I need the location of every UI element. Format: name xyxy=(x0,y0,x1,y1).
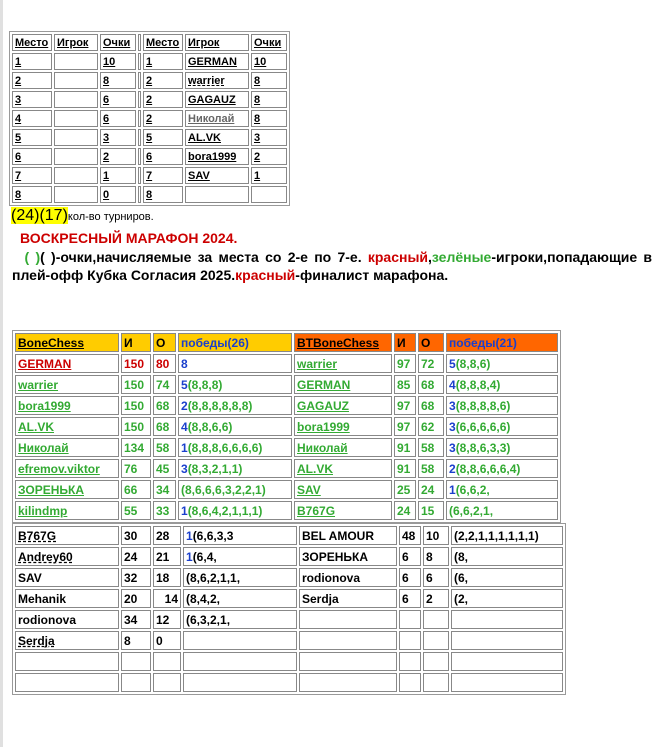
wins-detail: (8,8,6) xyxy=(455,356,491,371)
column-separator xyxy=(138,34,141,51)
games-cell xyxy=(121,652,151,671)
place-cell: 2 xyxy=(143,91,183,108)
header-wins: победы(26) xyxy=(178,333,292,352)
table-row xyxy=(12,110,287,127)
table-row xyxy=(12,53,287,70)
games-cell: 97 xyxy=(394,396,416,415)
table-header-row xyxy=(12,34,287,51)
player-name: warrier xyxy=(294,354,392,373)
wins-cell xyxy=(446,396,558,415)
points-cell: 15 xyxy=(418,501,444,520)
place-cell: 6 xyxy=(143,148,183,165)
wins-cell xyxy=(446,480,558,499)
games-cell xyxy=(399,631,421,650)
points-cell: 1 xyxy=(100,167,136,184)
place-cell: 7 xyxy=(143,167,183,184)
points-cell: 6 xyxy=(423,568,449,587)
wins-count: 5 xyxy=(181,377,188,392)
legend-text: кол-во турниров. xyxy=(67,211,154,223)
player-name xyxy=(299,652,397,671)
player-name: kilindmp xyxy=(15,501,119,520)
wins-count: 2 xyxy=(449,461,456,476)
player-cell: bora1999 xyxy=(185,148,249,165)
table-row xyxy=(15,417,558,436)
place-cell: 1 xyxy=(12,53,52,70)
points-cell: 34 xyxy=(153,480,176,499)
table-row xyxy=(12,129,287,146)
wins-cell: (6, xyxy=(451,568,563,587)
points-cell: 8 xyxy=(100,72,136,89)
place-cell: 8 xyxy=(143,186,183,203)
table-row xyxy=(15,652,563,671)
player-cell: Николай xyxy=(185,110,249,127)
player-cell: AL.VK xyxy=(185,129,249,146)
place-cell: 2 xyxy=(12,72,52,89)
place-cell: 4 xyxy=(12,110,52,127)
wins-detail: (8,8,8,8,8,8) xyxy=(187,398,253,413)
wins-count: 1 xyxy=(181,440,188,455)
player-cell xyxy=(54,91,98,108)
table-row xyxy=(15,375,558,394)
wins-count: 1 xyxy=(181,503,188,518)
header-points: Очки xyxy=(251,34,287,51)
games-cell: 8 xyxy=(121,631,151,650)
games-cell: 20 xyxy=(121,589,151,608)
table-row xyxy=(15,631,563,650)
points-cell: 68 xyxy=(153,417,176,436)
player-name: B767G xyxy=(15,526,119,545)
wins-cell xyxy=(446,354,558,373)
desc-text: ( )-очки,начисляемые за места со 2-е по 7-е. xyxy=(40,249,368,265)
wins-cell xyxy=(183,547,297,566)
player-name: AL.VK xyxy=(294,459,392,478)
desc-text: -финалист марафона. xyxy=(295,267,449,283)
points-cell xyxy=(423,673,449,692)
player-name: GAGAUZ xyxy=(294,396,392,415)
wins-cell xyxy=(451,652,563,671)
wins-count: 3 xyxy=(449,398,456,413)
games-cell: 134 xyxy=(121,438,151,457)
wins-cell xyxy=(183,589,297,608)
wins-cell xyxy=(183,610,297,629)
wins-cell xyxy=(446,501,558,520)
header-btbonechess: BTBoneChess xyxy=(294,333,392,352)
wins-cell xyxy=(183,673,297,692)
wins-cell xyxy=(178,354,292,373)
header-place: Место xyxy=(12,34,52,51)
tournament-count-1: (24) xyxy=(11,207,40,224)
place-cell: 5 xyxy=(12,129,52,146)
wins-detail: (8,6,4,2,1,1,1) xyxy=(187,503,263,518)
header-points: О xyxy=(153,333,176,352)
player-cell: warrier xyxy=(185,72,249,89)
games-cell: 48 xyxy=(399,526,421,545)
player-cell: GERMAN xyxy=(185,53,249,70)
player-name: GERMAN xyxy=(15,354,119,373)
place-cell: 6 xyxy=(12,148,52,165)
points-cell: 28 xyxy=(153,526,181,545)
games-cell xyxy=(399,673,421,692)
header-wins: победы(21) xyxy=(446,333,558,352)
table-header-row xyxy=(15,333,558,352)
player-cell xyxy=(54,72,98,89)
points-cell xyxy=(153,652,181,671)
desc-text: -игроки,попадающие в плей-офф Кубка Согласия 2025. xyxy=(12,249,653,283)
header-player: Игрок xyxy=(54,34,98,51)
page-left-border xyxy=(0,0,3,747)
player-name: Serdja xyxy=(15,631,119,650)
wins-detail: (8,8,6,3,3) xyxy=(455,440,511,455)
wins-detail: (8,6,2,1,1, xyxy=(186,570,241,585)
points-cell: 18 xyxy=(153,568,181,587)
wins-count: 4 xyxy=(181,419,188,434)
player-cell xyxy=(54,110,98,127)
header-bonechess: BoneChess xyxy=(15,333,119,352)
games-cell: 34 xyxy=(121,610,151,629)
column-separator xyxy=(138,72,141,89)
column-separator xyxy=(138,110,141,127)
games-cell xyxy=(399,610,421,629)
points-cell: 68 xyxy=(418,375,444,394)
games-cell xyxy=(121,673,151,692)
wins-count: 3 xyxy=(449,440,456,455)
player-name: rodionova xyxy=(299,568,397,587)
player-cell: GAGAUZ xyxy=(185,91,249,108)
wins-detail: (6,6,2,1, xyxy=(449,503,494,518)
games-cell: 30 xyxy=(121,526,151,545)
games-cell: 55 xyxy=(121,501,151,520)
description-paragraph xyxy=(12,248,652,284)
player-name: ЗОРЕНЬКА xyxy=(15,480,119,499)
place-cell: 3 xyxy=(12,91,52,108)
points-cell: 6 xyxy=(100,110,136,127)
wins-detail: (8,8,8,4) xyxy=(455,377,501,392)
wins-cell xyxy=(178,417,292,436)
points-cell: 8 xyxy=(251,91,287,108)
wins-cell xyxy=(183,568,297,587)
player-cell xyxy=(54,148,98,165)
header-games: И xyxy=(394,333,416,352)
table-row xyxy=(15,673,563,692)
points-cell: 74 xyxy=(153,375,176,394)
wins-detail: (8,4,2, xyxy=(186,591,221,606)
player-cell xyxy=(54,167,98,184)
wins-detail: (6,3,2,1, xyxy=(186,612,231,627)
column-separator xyxy=(138,186,141,203)
games-cell: 24 xyxy=(121,547,151,566)
table-row xyxy=(12,91,287,108)
points-cell: 68 xyxy=(418,396,444,415)
desc-text: , xyxy=(428,249,432,265)
header-points: Очки xyxy=(100,34,136,51)
player-name: B767G xyxy=(294,501,392,520)
wins-cell xyxy=(178,438,292,457)
player-name: SAV xyxy=(15,568,119,587)
desc-red-word: красный xyxy=(235,267,296,283)
wins-cell xyxy=(178,459,292,478)
player-name: Serdja xyxy=(299,589,397,608)
place-cell: 7 xyxy=(12,167,52,184)
points-cell: 33 xyxy=(153,501,176,520)
games-cell: 85 xyxy=(394,375,416,394)
points-cell: 68 xyxy=(153,396,176,415)
table-row xyxy=(12,186,287,203)
place-cell: 5 xyxy=(143,129,183,146)
points-cell: 6 xyxy=(100,91,136,108)
places-points-table xyxy=(9,31,290,206)
games-cell: 24 xyxy=(394,501,416,520)
games-cell: 150 xyxy=(121,375,151,394)
games-cell: 91 xyxy=(394,438,416,457)
wins-count: 1 xyxy=(449,482,456,497)
games-cell: 76 xyxy=(121,459,151,478)
wins-detail: (6,6,6,6,6) xyxy=(455,419,511,434)
wins-detail: (8,8,8,8,6) xyxy=(455,398,511,413)
wins-count: 8 xyxy=(181,356,188,371)
wins-cell xyxy=(446,438,558,457)
wins-cell: (8, xyxy=(451,547,563,566)
place-cell: 2 xyxy=(143,72,183,89)
wins-count: 4 xyxy=(449,377,456,392)
games-cell: 66 xyxy=(121,480,151,499)
wins-cell xyxy=(178,375,292,394)
wins-cell xyxy=(446,417,558,436)
player-name xyxy=(15,652,119,671)
table-row xyxy=(12,72,287,89)
wins-cell xyxy=(178,480,292,499)
points-cell: 2 xyxy=(423,589,449,608)
column-separator xyxy=(138,91,141,108)
table-row xyxy=(15,396,558,415)
games-cell: 91 xyxy=(394,459,416,478)
header-player: Игрок xyxy=(185,34,249,51)
points-cell: 21 xyxy=(153,547,181,566)
tournament-count-2: (17) xyxy=(39,207,68,224)
wins-detail: (8,6,6,6,3,2,2,1) xyxy=(181,482,266,497)
wins-count: 1 xyxy=(186,549,193,564)
player-name: AL.VK xyxy=(15,417,119,436)
points-cell: 58 xyxy=(153,438,176,457)
wins-cell xyxy=(451,610,563,629)
player-cell xyxy=(185,186,249,203)
games-cell: 150 xyxy=(121,396,151,415)
wins-count: 3 xyxy=(449,419,456,434)
player-name: bora1999 xyxy=(294,417,392,436)
wins-detail: (8,8,8,6,6,6,6) xyxy=(187,440,263,455)
wins-cell xyxy=(178,396,292,415)
desc-green-word: зелёные xyxy=(431,249,492,265)
wins-cell xyxy=(451,673,563,692)
table-row xyxy=(15,354,558,373)
player-name: GERMAN xyxy=(294,375,392,394)
points-cell xyxy=(423,652,449,671)
points-cell: 2 xyxy=(100,148,136,165)
player-name: efremov.viktor xyxy=(15,459,119,478)
games-cell: 25 xyxy=(394,480,416,499)
table-row xyxy=(15,459,558,478)
wins-detail: (8,3,2,1,1) xyxy=(187,461,243,476)
player-name xyxy=(299,673,397,692)
player-name: Николай xyxy=(294,438,392,457)
table-row xyxy=(15,589,563,608)
wins-cell xyxy=(183,526,297,545)
games-cell: 6 xyxy=(399,568,421,587)
points-cell: 58 xyxy=(418,438,444,457)
wins-detail: (6,4, xyxy=(192,549,217,564)
points-cell: 10 xyxy=(100,53,136,70)
points-cell: 0 xyxy=(100,186,136,203)
points-cell: 3 xyxy=(251,129,287,146)
player-name: Mehanik xyxy=(15,589,119,608)
player-name: bora1999 xyxy=(15,396,119,415)
points-cell: 8 xyxy=(251,110,287,127)
games-cell: 6 xyxy=(399,589,421,608)
column-separator xyxy=(138,148,141,165)
points-cell: 8 xyxy=(423,547,449,566)
wins-count: 5 xyxy=(449,356,456,371)
place-cell: 2 xyxy=(143,110,183,127)
points-cell: 1 xyxy=(251,167,287,184)
column-separator xyxy=(138,167,141,184)
points-cell: 12 xyxy=(153,610,181,629)
header-games: И xyxy=(121,333,151,352)
points-cell: 45 xyxy=(153,459,176,478)
player-name: ЗОРЕНЬКА xyxy=(299,547,397,566)
player-name: Andrey60 xyxy=(15,547,119,566)
points-cell: 58 xyxy=(418,459,444,478)
tournament-count-legend xyxy=(11,207,154,225)
points-cell: 0 xyxy=(153,631,181,650)
points-cell: 8 xyxy=(251,72,287,89)
games-cell: 150 xyxy=(121,417,151,436)
wins-cell xyxy=(446,375,558,394)
table-row xyxy=(15,610,563,629)
table-row xyxy=(15,438,558,457)
table-row xyxy=(15,568,563,587)
wins-detail: (8,8,6,6,6,4) xyxy=(455,461,521,476)
header-points: О xyxy=(418,333,444,352)
wins-cell xyxy=(178,501,292,520)
wins-cell xyxy=(183,631,297,650)
points-cell: 62 xyxy=(418,417,444,436)
player-name: rodionova xyxy=(15,610,119,629)
place-cell: 8 xyxy=(12,186,52,203)
games-cell: 150 xyxy=(121,354,151,373)
table-row xyxy=(15,526,563,545)
player-cell xyxy=(54,53,98,70)
points-cell xyxy=(423,610,449,629)
wins-cell: (2, xyxy=(451,589,563,608)
player-name: BEL AMOUR xyxy=(299,526,397,545)
player-cell xyxy=(54,129,98,146)
points-cell: 72 xyxy=(418,354,444,373)
points-cell: 14 xyxy=(153,589,181,608)
points-cell: 3 xyxy=(100,129,136,146)
points-cell: 10 xyxy=(423,526,449,545)
wins-cell: (2,2,1,1,1,1,1,1) xyxy=(451,526,563,545)
wins-detail: (6,6,3,3 xyxy=(192,528,234,543)
games-cell: 97 xyxy=(394,417,416,436)
player-cell xyxy=(54,186,98,203)
wins-cell xyxy=(451,631,563,650)
games-cell: 97 xyxy=(394,354,416,373)
column-separator xyxy=(138,53,141,70)
standings-table xyxy=(12,330,561,523)
wins-cell xyxy=(183,652,297,671)
points-cell xyxy=(423,631,449,650)
points-cell: 24 xyxy=(418,480,444,499)
points-cell xyxy=(251,186,287,203)
table-row xyxy=(15,501,558,520)
points-cell: 2 xyxy=(251,148,287,165)
points-cell: 80 xyxy=(153,354,176,373)
player-name: SAV xyxy=(294,480,392,499)
table-row xyxy=(12,167,287,184)
games-cell: 6 xyxy=(399,547,421,566)
wins-detail: (6,6,2, xyxy=(455,482,490,497)
points-cell: 10 xyxy=(251,53,287,70)
place-cell: 1 xyxy=(143,53,183,70)
header-place: Место xyxy=(143,34,183,51)
column-separator xyxy=(138,129,141,146)
player-name xyxy=(299,631,397,650)
games-cell: 32 xyxy=(121,568,151,587)
wins-count: 1 xyxy=(186,528,193,543)
table-row xyxy=(12,148,287,165)
other-players-table xyxy=(12,523,566,695)
wins-cell xyxy=(446,459,558,478)
table-row xyxy=(15,547,563,566)
desc-red-word: красный xyxy=(367,249,429,265)
table-row xyxy=(15,480,558,499)
player-name xyxy=(15,673,119,692)
player-name: Николай xyxy=(15,438,119,457)
desc-green-brackets: ( ) xyxy=(24,249,41,265)
player-cell: SAV xyxy=(185,167,249,184)
player-name: warrier xyxy=(15,375,119,394)
player-name xyxy=(299,610,397,629)
points-cell xyxy=(153,673,181,692)
wins-count: 3 xyxy=(181,461,188,476)
wins-count: 2 xyxy=(181,398,188,413)
games-cell xyxy=(399,652,421,671)
wins-detail: (8,8,8) xyxy=(187,377,223,392)
page-title: ВОСКРЕСНЫЙ МАРАФОН 2024. xyxy=(20,230,238,246)
wins-detail: (8,8,6,6) xyxy=(187,419,233,434)
